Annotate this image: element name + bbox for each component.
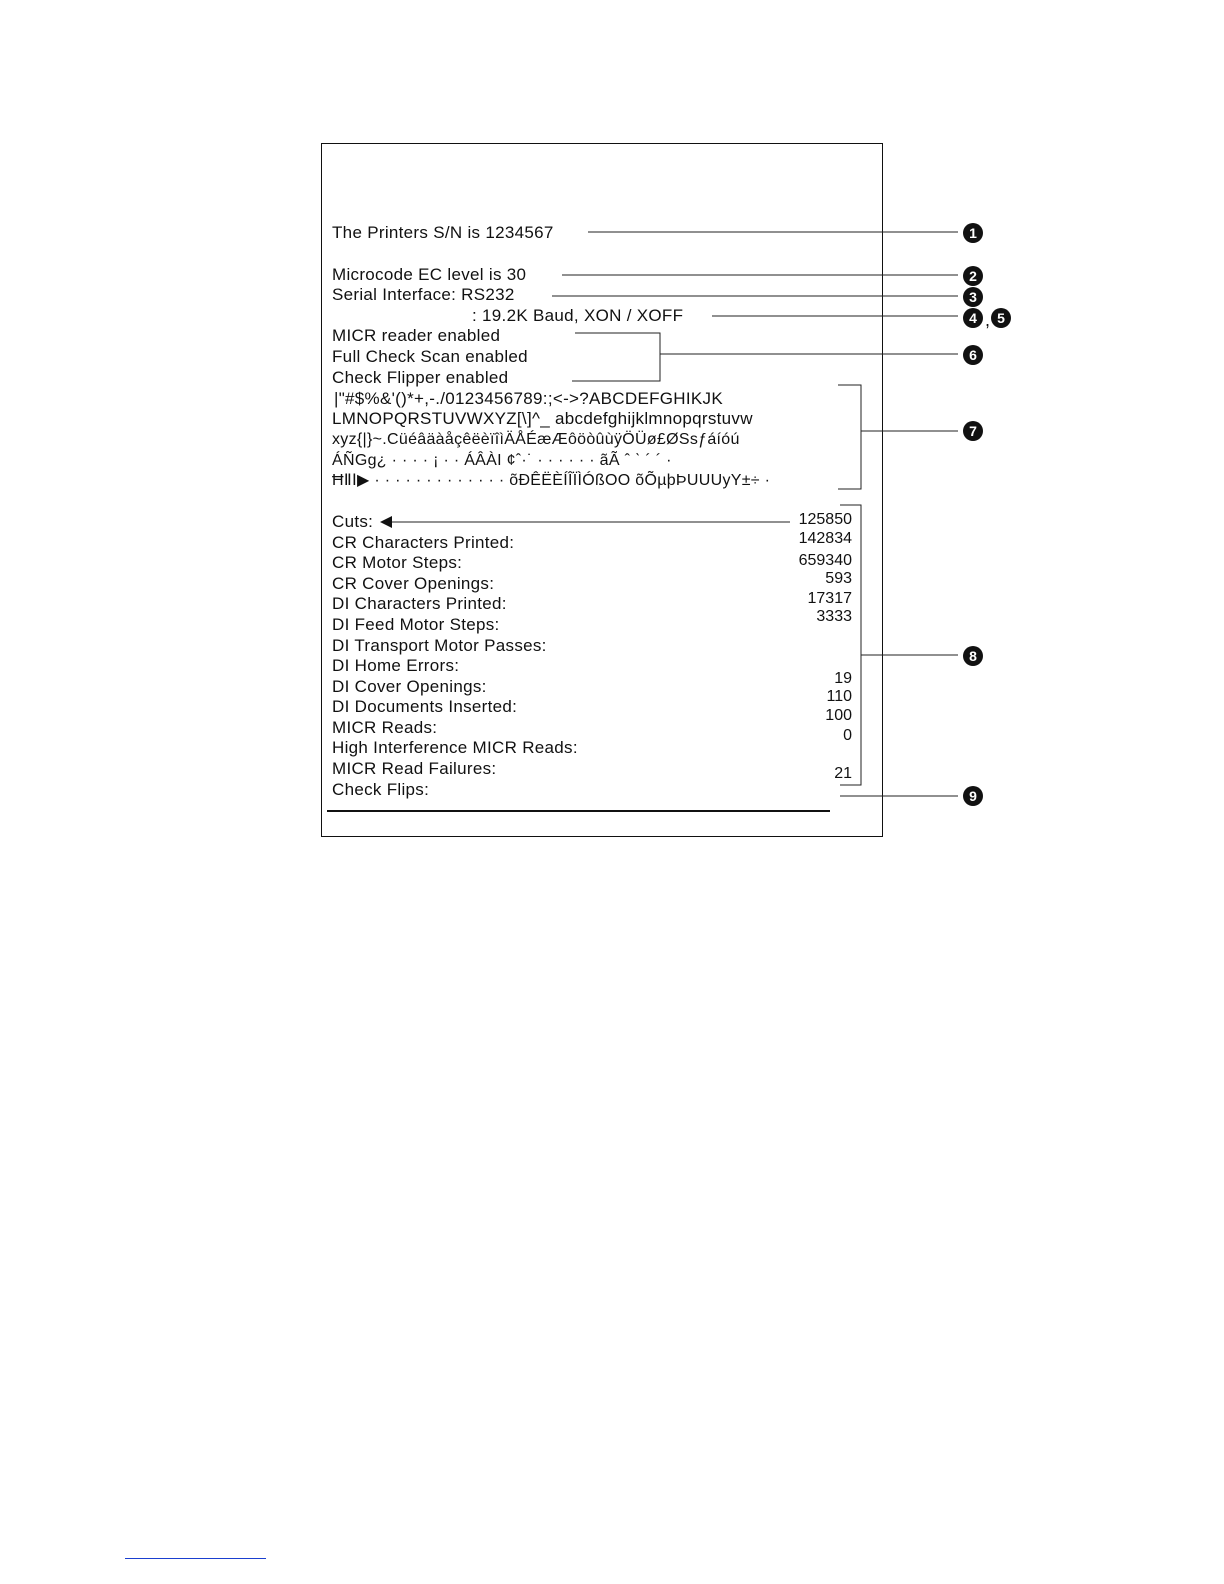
callout-marker: 8 bbox=[963, 646, 983, 666]
stat-label: CR Characters Printed: bbox=[332, 533, 515, 552]
callout-marker: 2 bbox=[963, 266, 983, 286]
bracket-8 bbox=[840, 505, 861, 785]
charset-line-5: ĦⅡⅠ▶ · · · · · · · · · · · · · õÐÊËÈÍÎÏÌÓßOO õÕµþÞUUUyY±÷ · bbox=[332, 472, 771, 489]
stat-value: 110 bbox=[826, 688, 852, 705]
charset-line-2: LMNOPQRSTUVWXYZ[\]^_ abcdefghijklmnopqrstuvw bbox=[332, 409, 753, 428]
stat-label: DI Feed Motor Steps: bbox=[332, 615, 500, 634]
callout-marker: 9 bbox=[963, 786, 983, 806]
stat-label: CR Cover Openings: bbox=[332, 574, 495, 593]
stat-value: 17317 bbox=[807, 590, 852, 607]
micr-reader-line: MICR reader enabled bbox=[332, 326, 501, 345]
footnote-rule bbox=[125, 1558, 266, 1559]
stat-label: Check Flips: bbox=[332, 780, 430, 799]
stat-label: DI Documents Inserted: bbox=[332, 697, 518, 716]
stat-label: MICR Reads: bbox=[332, 718, 438, 737]
full-check-scan-line: Full Check Scan enabled bbox=[332, 347, 528, 366]
callout-marker: 1 bbox=[963, 223, 983, 243]
stat-label: DI Cover Openings: bbox=[332, 677, 487, 696]
charset-line-1: |"#$%&'()*+,-./0123456789:;<->?ABCDEFGHIKJK bbox=[334, 389, 723, 408]
callout-marker: 7 bbox=[963, 421, 983, 441]
stat-label: CR Motor Steps: bbox=[332, 553, 463, 572]
stat-label: DI Characters Printed: bbox=[332, 594, 507, 613]
stat-value: 21 bbox=[834, 765, 852, 782]
check-flipper-line: Check Flipper enabled bbox=[332, 368, 509, 387]
stat-value: 0 bbox=[843, 727, 852, 744]
callout-separator: , bbox=[985, 310, 991, 330]
stat-value: 142834 bbox=[798, 530, 852, 547]
charset-line-4: ÁÑGg¿ · · · · ¡ · · ÁÂÀI ¢ˆ·˙ · · · · · · ãÃ ˆ ˋ ´ ´ · bbox=[332, 452, 672, 469]
charset-line-3: xyz{|}~.CüéâäàåçêëèïîìÄÅÉæÆôöòûùÿÖÜø£ØSsƒáíóú bbox=[332, 431, 740, 448]
stat-label: DI Home Errors: bbox=[332, 656, 460, 675]
baud-line: : 19.2K Baud, XON / XOFF bbox=[472, 306, 684, 325]
callout-marker: 3 bbox=[963, 287, 983, 307]
bracket-7 bbox=[838, 385, 861, 489]
serial-interface-line: Serial Interface: RS232 bbox=[332, 285, 515, 304]
stat-value: 659340 bbox=[798, 552, 852, 569]
stat-label: MICR Read Failures: bbox=[332, 759, 497, 778]
stat-label: DI Transport Motor Passes: bbox=[332, 636, 547, 655]
stat-value: 125850 bbox=[798, 511, 852, 528]
stat-value: 19 bbox=[834, 670, 852, 687]
serial-number-line: The Printers S/N is 1234567 bbox=[332, 223, 554, 242]
stat-value: 100 bbox=[825, 707, 852, 724]
stat-label: High Interference MICR Reads: bbox=[332, 738, 578, 757]
callout-marker: 6 bbox=[963, 345, 983, 365]
callout-marker: 5 bbox=[991, 308, 1011, 328]
stat-label: Cuts: bbox=[332, 512, 374, 531]
microcode-line: Microcode EC level is 30 bbox=[332, 265, 527, 284]
bracket-6 bbox=[572, 333, 660, 381]
stat-value: 593 bbox=[825, 570, 852, 587]
callout-marker: 4 bbox=[963, 308, 983, 328]
cuts-arrow-head bbox=[380, 516, 392, 528]
stat-value: 3333 bbox=[816, 608, 852, 625]
